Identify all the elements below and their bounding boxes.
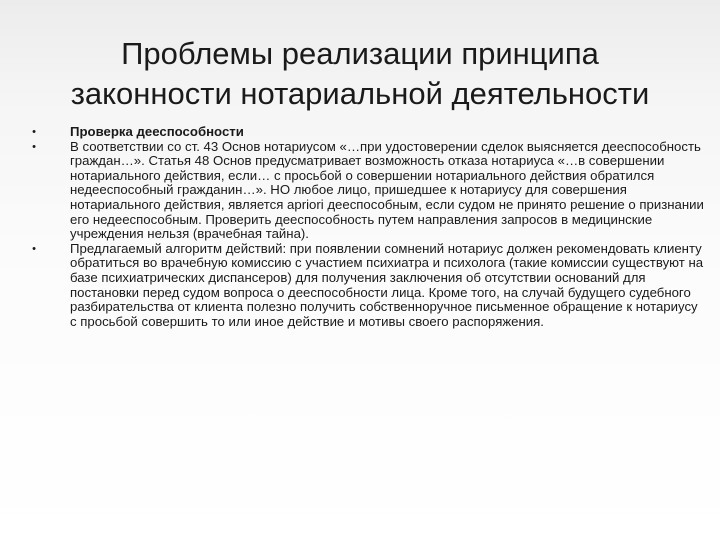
title-line-1: Проблемы реализации принципа [121,36,599,71]
bullet-text-article-43: В соответствии со ст. 43 Основ нотариусом «…при удостоверении сделок выясняется дееспособность граждан…». Статья 48 Основ предусматривает возможность отказа нотариуса «…в совершении нотариального действия, если… с просьбой о совершении нотариального действия обратился недееспособный гражданин…». НО любое лицо, пришедшее к нотариусу для совершения нотариального действия, является apriori дееспособным, если судом не принято решение о признании его недееспособным. Проверить дееспособность путем направления запросов в медицинские учреждения нельзя (врачебная тайна). [70,138,704,242]
bullet-text-heading: Проверка дееспособности [70,124,244,139]
bullet-dot-icon: • [32,242,36,255]
bullet-item-heading [28,125,704,140]
bullet-dot-icon: • [32,126,36,138]
bullet-dot-icon: • [32,140,36,153]
title-line-2: законности нотариальной деятельности [70,76,650,111]
bullet-item-article-43 [28,140,704,242]
slide-title [30,34,690,114]
bullet-item-algorithm [28,242,704,330]
bullet-text-algorithm: Предлагаемый алгоритм действий: при появлении сомнений нотариус должен рекомендовать клиенту обратиться во врачебную комиссию с участием психиатра и психолога (такие комиссии существуют на базе психиатрических диспансеров) для получения заключения об отсутствии оснований для постановки перед судом вопроса о дееспособности лица. Кроме того, на случай будущего судебного разбирательства от клиента полезно получить собственноручное письменное обращение к нотариусу с просьбой совершить то или иное действие и мотивы своего распоряжения. [70,240,704,329]
bullet-list [28,125,704,329]
